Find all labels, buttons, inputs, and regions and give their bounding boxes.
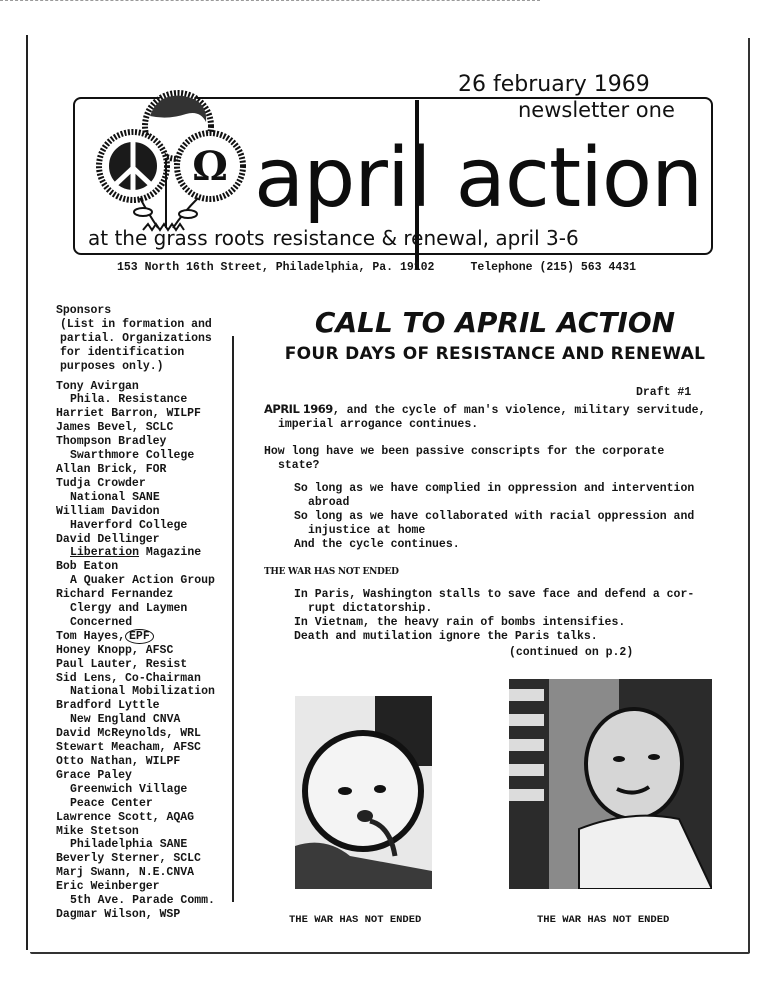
svg-text:Ω: Ω <box>192 143 228 190</box>
sponsors-title: Sponsors <box>56 304 112 317</box>
answer-line: And the cycle continues. <box>294 538 460 551</box>
sponsor-affiliation: National SANE <box>70 490 160 504</box>
section-line: Death and mutilation ignore the Paris talks. <box>294 630 598 643</box>
sponsor-entry: Beverly Sterner, SCLC <box>56 852 201 866</box>
sponsor-entry: David McReynolds, WRL <box>56 727 201 741</box>
sponsor-entry: Marj Swann, N.E.CNVA <box>56 866 195 880</box>
intro-paragraph: APRIL 1969, and the cycle of man's violence, military servitude, <box>264 402 706 417</box>
flower-symbols-logo <box>88 88 253 233</box>
issue-number: newsletter one <box>518 98 675 122</box>
section-line: In Paris, Washington stalls to save face and defend a cor- <box>294 588 695 601</box>
circled-affiliation: EPF <box>125 629 154 644</box>
article-subhead: FOUR DAYS OF RESISTANCE AND RENEWAL <box>284 344 706 364</box>
sponsor-name: Bob Eaton <box>56 560 119 574</box>
sponsor-name: Thompson Bradley <box>56 435 167 449</box>
street-address: 153 North 16th Street, Philadelphia, Pa. 19102 <box>117 261 435 274</box>
issue-date: 26 february 1969 <box>458 72 650 97</box>
continued-note: (continued on p.2) <box>509 646 634 659</box>
answer-line: So long as we have collaborated with racial oppression and <box>294 510 695 523</box>
tagline-part-1: at the grass roots <box>88 226 265 250</box>
sponsor-affiliation: A Quaker Action Group <box>70 574 215 588</box>
photo-caption: THE WAR HAS NOT ENDED <box>537 914 670 926</box>
injured-child-photo <box>509 679 712 889</box>
sponsor-affiliation: Clergy and Laymen <box>70 602 188 616</box>
sponsor-affiliation: Concerned <box>70 615 133 629</box>
sponsor-name: David Dellinger <box>56 532 160 546</box>
sponsor-name: Eric Weinberger <box>56 880 160 894</box>
sponsor-affiliation: National Mobilization <box>70 685 215 699</box>
sponsors-note: (List in formation and partial. Organizations for identification purposes only.) <box>60 317 212 373</box>
sponsor-name: Richard Fernandez <box>56 588 174 602</box>
sponsor-entry: Dagmar Wilson, WSP <box>56 907 181 921</box>
sponsor-name: Tony Avirgan <box>56 379 139 393</box>
sponsor-name: Mike Stetson <box>56 824 139 838</box>
sponsor-name: Sid Lens, Co-Chairman <box>56 671 201 685</box>
sponsor-affiliation: 5th Ave. Parade Comm. <box>70 894 215 908</box>
sponsor-entry: Lawrence Scott, AQAG <box>56 810 195 824</box>
sponsor-affiliation: Haverford College <box>70 518 188 532</box>
answer-line: So long as we have complied in oppression and intervention <box>294 482 695 495</box>
draft-label: Draft #1 <box>636 386 692 399</box>
section-heading: THE WAR HAS NOT ENDED <box>264 567 399 577</box>
sponsor-affiliation: Peace Center <box>70 796 153 810</box>
sponsor-affiliation: Philadelphia SANE <box>70 838 188 852</box>
sponsor-affiliation: Phila. Resistance <box>70 393 188 407</box>
page-border-bottom <box>30 952 750 954</box>
question-line: How long have we been passive conscripts for the corporate <box>264 445 665 458</box>
tagline <box>88 226 579 250</box>
sponsor-affiliation: Swarthmore College <box>70 449 195 463</box>
telephone: Telephone (215) 563 4431 <box>470 261 637 274</box>
article-body: APRIL 1969, and the cycle of man's violence, military servitude, imperial arrogance continues. How long have we been passive conscripts for the corporate state? So long as we have complied in oppression and intervention abroad So long as we have collaborated with racial oppression and injustice at home And the cycle continues. THE WAR HAS NOT ENDED In Paris, Washington stalls to save face and defend a cor- rupt dictatorship. In Vietnam, the heavy rain of bombs intensifies. Death and mutilation ignore the Paris talks. <box>264 402 734 644</box>
contact-line <box>117 261 636 274</box>
column-divider <box>232 336 234 902</box>
sponsor-entry: Stewart Meacham, AFSC <box>56 741 201 755</box>
sponsor-name: Bradford Lyttle <box>56 699 160 713</box>
infant-photo <box>295 696 432 889</box>
page-border-right <box>748 38 750 953</box>
sponsor-entry: Honey Knopp, AFSC <box>56 643 174 657</box>
sponsor-entry: Otto Nathan, WILPF <box>56 755 181 768</box>
sponsor-affiliation: Greenwich Village <box>70 782 188 796</box>
sponsor-name: Tudja Crowder <box>56 476 146 490</box>
sponsor-entry: Allan Brick, FOR <box>56 462 167 476</box>
sponsor-affiliation: New England CNVA <box>70 713 181 727</box>
section-line: In Vietnam, the heavy rain of bombs intensifies. <box>294 616 626 629</box>
sponsor-entry: Tom Hayes, EPF <box>56 630 236 644</box>
page-border-left <box>26 35 28 950</box>
sponsor-entry: James Bevel, SCLC <box>56 421 174 435</box>
tagline-part-2: resistance & renewal, april 3-6 <box>272 226 579 250</box>
sponsor-name: Grace Paley <box>56 768 132 782</box>
masthead-title: april action <box>254 131 703 226</box>
photo-caption: THE WAR HAS NOT ENDED <box>289 914 422 926</box>
article-headline: CALL TO APRIL ACTION <box>314 306 676 339</box>
sponsors-sidebar <box>56 304 236 922</box>
omega-flower-icon <box>177 133 243 199</box>
sponsor-affiliation: Liberation Magazine <box>70 546 202 560</box>
scan-edge-dashes <box>0 0 540 2</box>
sponsor-entry: Paul Lauter, Resist <box>56 657 188 671</box>
sponsor-name: William Davidon <box>56 504 160 518</box>
sponsor-entry: Harriet Barron, WILPF <box>56 407 201 421</box>
peace-sign-flower-icon <box>99 132 167 200</box>
